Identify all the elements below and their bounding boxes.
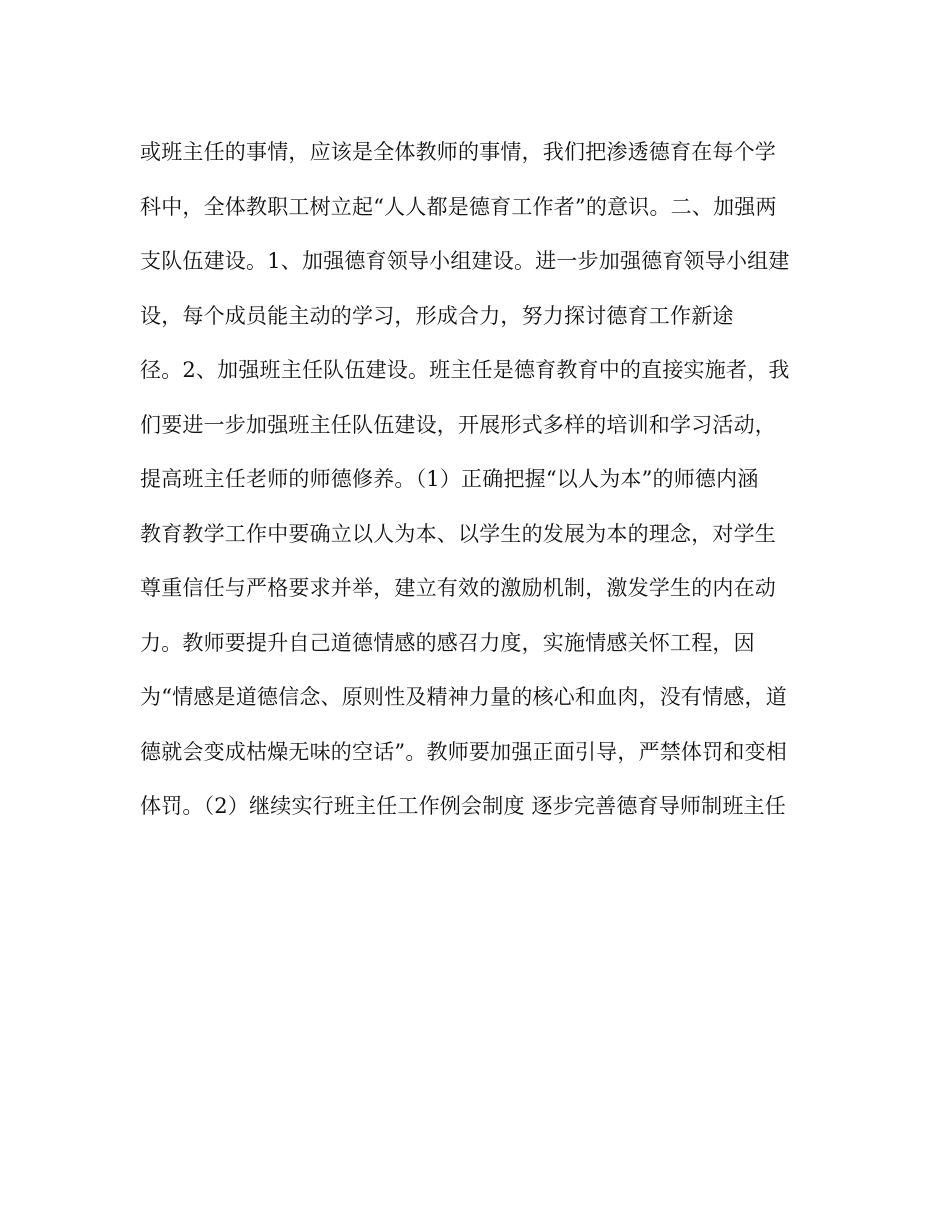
text-line: 教育教学工作中要确立以人为本、以学生的发展为本的理念，对学生	[140, 521, 776, 546]
text-line: 径。2、加强班主任队伍建设。班主任是德育教育中的直接实施者，我	[140, 358, 790, 382]
text-line: 或班主任的事情，应该是全体教师的事情，我们把渗透德育在每个学	[140, 140, 776, 164]
text-line: 科中，全体教职工树立起“人人都是德育工作者”的意识。二、加强两	[140, 194, 777, 219]
text-line: 德就会变成枯燥无味的空话”。教师要加强正面引导，严禁体罚和变相	[140, 739, 787, 764]
text-line: 力。教师要提升自己道德情感的感召力度，实施情感关怀工程，因	[140, 630, 755, 655]
text-line: 尊重信任与严格要求并举，建立有效的激励机制，激发学生的内在动	[140, 576, 776, 600]
body-text	[140, 132, 820, 841]
text-line: 们要进一步加强班主任队伍建设，开展形式多样的培训和学习活动，	[140, 412, 776, 437]
text-line: 提高班主任老师的师德修养。（1）正确把握“以人为本”的师德内涵	[140, 467, 759, 491]
text-line: 为“情感是道德信念、原则性及精神力量的核心和血肉，没有情感，道	[140, 685, 787, 709]
text-line: 支队伍建设。1、加强德育领导小组建设。进一步加强德育领导小组建	[140, 249, 790, 273]
text-line: 设，每个成员能主动的学习，形成合力，努力探讨德育工作新途	[140, 303, 734, 328]
text-line: 体罚。（2）继续实行班主任工作例会制度 逐步完善德育导师制班主任	[140, 794, 786, 818]
